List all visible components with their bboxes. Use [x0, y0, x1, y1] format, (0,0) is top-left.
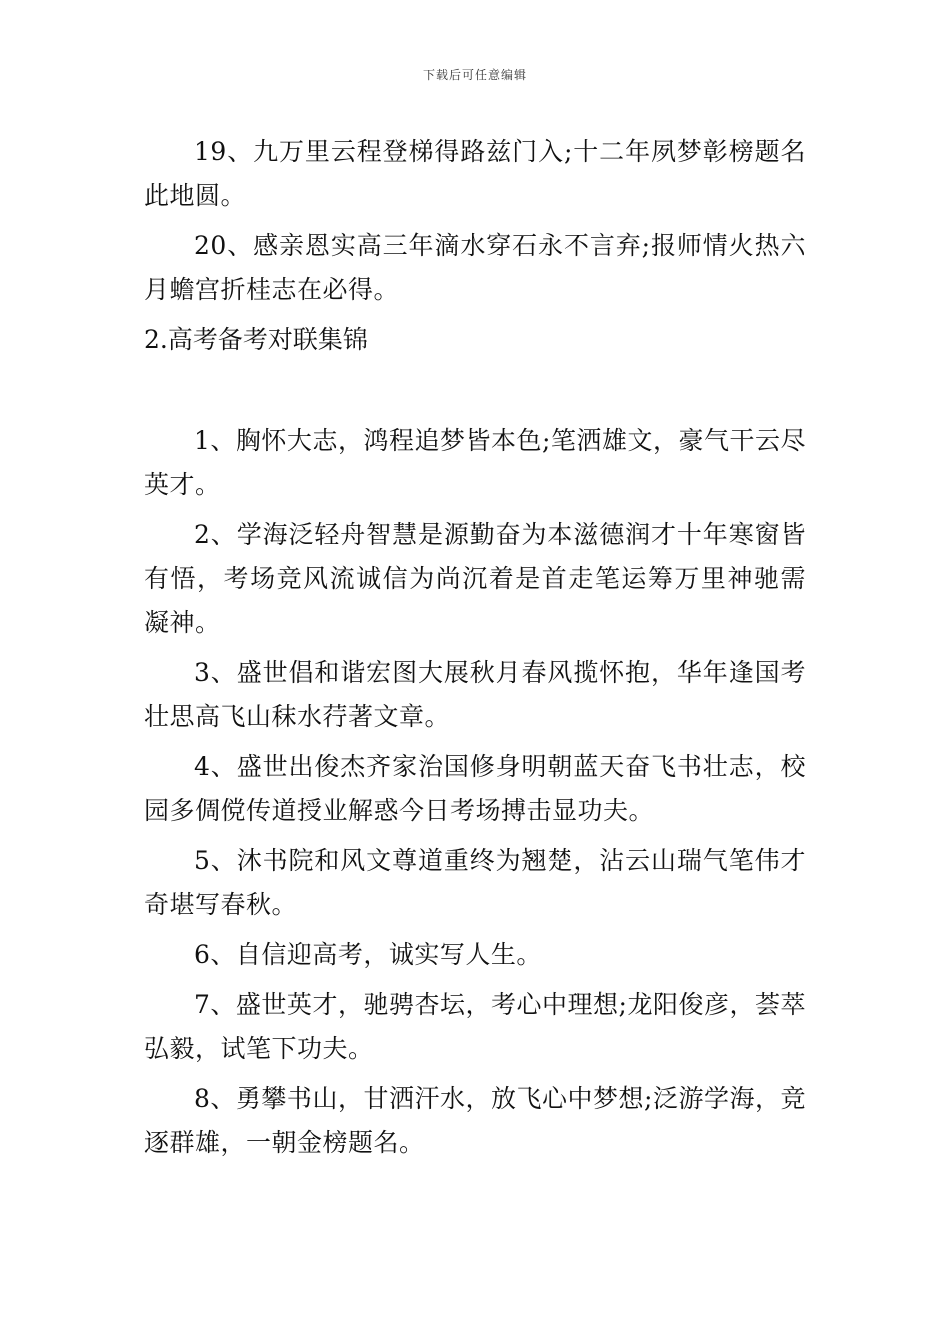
section-heading: 2.高考备考对联集锦: [144, 325, 368, 354]
couplet-2: 2、学海泛轻舟智慧是源勤奋为本滋德润才十年寒窗皆有悟，考场竞风流诚信为尚沉着是首走笔运筹万里神驰需凝神。: [144, 520, 806, 637]
couplet-7: 7、盛世英才，驰骋杏坛，考心中理想;龙阳俊彦，荟萃弘毅，试笔下功夫。: [144, 990, 806, 1063]
couplet-4: 4、盛世出俊杰齐家治国修身明朝蓝天奋飞书壮志，校园多倜傥传道授业解惑今日考场搏击显功夫。: [144, 752, 806, 825]
page-header: 下载后可任意编辑: [422, 68, 527, 82]
paragraph-19: 19、九万里云程登梯得路兹门入;十二年夙梦彰榜题名此地圆。: [144, 137, 806, 210]
couplet-3: 3、盛世倡和谐宏图大展秋月春风揽怀抱，华年逢国考壮思高飞山秣水荇著文章。: [144, 658, 806, 731]
couplet-8: 8、勇攀书山，甘洒汗水，放飞心中梦想;泛游学海，竞逐群雄，一朝金榜题名。: [144, 1084, 806, 1157]
paragraph-20: 20、感亲恩实高三年滴水穿石永不言弃;报师情火热六月蟾宫折桂志在必得。: [144, 231, 806, 304]
document-body: [144, 130, 806, 1171]
couplet-6: 6、自信迎高考，诚实写人生。: [194, 940, 542, 969]
couplet-5: 5、沐书院和风文尊道重终为翘楚，沾云山瑞气笔伟才奇堪写春秋。: [144, 846, 806, 919]
section-spacer: [144, 362, 806, 419]
couplet-1: 1、胸怀大志，鸿程追梦皆本色;笔洒雄文，豪气干云尽英才。: [144, 426, 806, 499]
